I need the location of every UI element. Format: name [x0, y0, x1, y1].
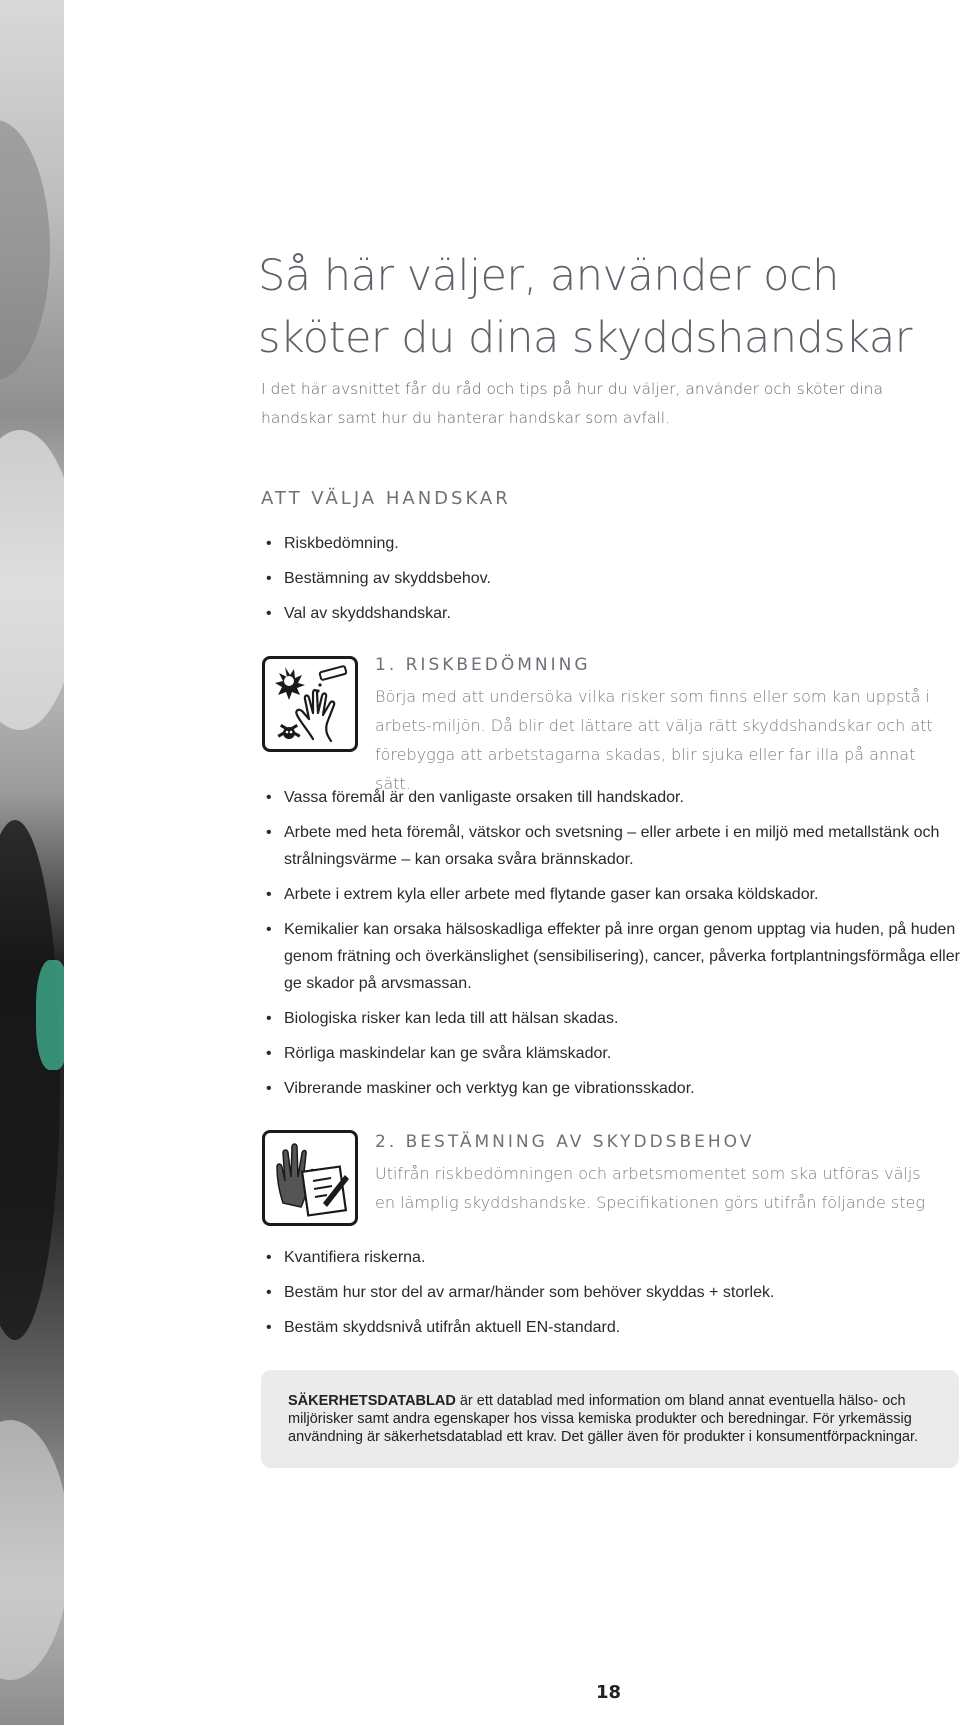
callout-body: är ett datablad med information om bland annat eventuella hälso- och miljörisker samt andra egenskaper hos vissa kemiska produkter och beredningar. För yrkemässig användning är säkerhetsdatablad ett krav. Det gäller även för produkter i konsumentförpackningar. [288, 1393, 919, 1445]
callout-text [288, 1392, 938, 1446]
list-item: • Bestäm skyddsnivå utifrån aktuell EN-standard. [263, 1314, 943, 1341]
page-number: 18 [596, 1682, 622, 1703]
list-item: • Biologiska risker kan leda till att hälsan skadas. [263, 1005, 960, 1032]
protection-list [263, 1244, 943, 1349]
list-item: • Rörliga maskindelar kan ge svåra klämskador. [263, 1040, 960, 1067]
list-item: • Kemikalier kan orsaka hälsoskadliga effekter på inre organ genom upptag via huden, på huden genom frätning och överkänslighet (sensibilisering), cancer, påverka fortplantningsförmåga eller ge skador på arvsmassan. [263, 916, 960, 997]
list-item: • Bestäm hur stor del av armar/händer som behöver skyddas + storlek. [263, 1279, 943, 1306]
safety-data-sheet-callout [261, 1370, 959, 1468]
steps-list [263, 530, 491, 635]
callout-label: SÄKERHETSDATABLAD [288, 1393, 456, 1409]
intro-paragraph: I det här avsnittet får du råd och tips på hur du väljer, använder och sköter dina handskar samt hur du hanterar handskar som avfall. [261, 380, 883, 427]
risk-list [263, 784, 960, 1110]
list-item: • Arbete med heta föremål, vätskor och svetsning – eller arbete i en miljö med metallstänk och strålningsvärme – kan orsaka svåra brännskador. [263, 819, 960, 873]
protection-text: Utifrån riskbedömningen och arbetsmomentet som ska utföras väljs en lämplig skyddshandske. Specifikationen görs utifrån följande steg [375, 1164, 925, 1212]
list-item: • Vassa föremål är den vanligaste orsaken till handskador. [263, 784, 960, 811]
protection-heading: 2. BESTÄMNING AV SKYDDSBEHOV [375, 1132, 755, 1152]
risk-heading: 1. RISKBEDÖMNING [375, 655, 591, 675]
section-heading: ATT VÄLJA HANDSKAR [261, 488, 511, 509]
page-title: Så här väljer, använder och sköter du dina skyddshandskar [258, 251, 912, 363]
list-item: • Riskbedömning. [263, 530, 491, 557]
list-item: • Bestämning av skyddsbehov. [263, 565, 491, 592]
list-item: • Arbete i extrem kyla eller arbete med flytande gaser kan orsaka köldskador. [263, 881, 960, 908]
risk-text: Börja med att undersöka vilka risker som finns eller som kan uppstå i arbets-miljön. Då blir det lättare att välja rätt skyddshandskar och att förebygga att arbetstagarna skadas, blir sjuka eller far illa på annat sätt. [375, 687, 933, 793]
glove-checklist-icon [262, 1130, 358, 1226]
list-item: • Val av skyddshandskar. [263, 600, 491, 627]
side-photo-strip [0, 0, 64, 1725]
list-item: • Kvantifiera riskerna. [263, 1244, 943, 1271]
hand-hazard-icon [262, 656, 358, 752]
list-item: • Vibrerande maskiner och verktyg kan ge vibrationsskador. [263, 1075, 960, 1102]
